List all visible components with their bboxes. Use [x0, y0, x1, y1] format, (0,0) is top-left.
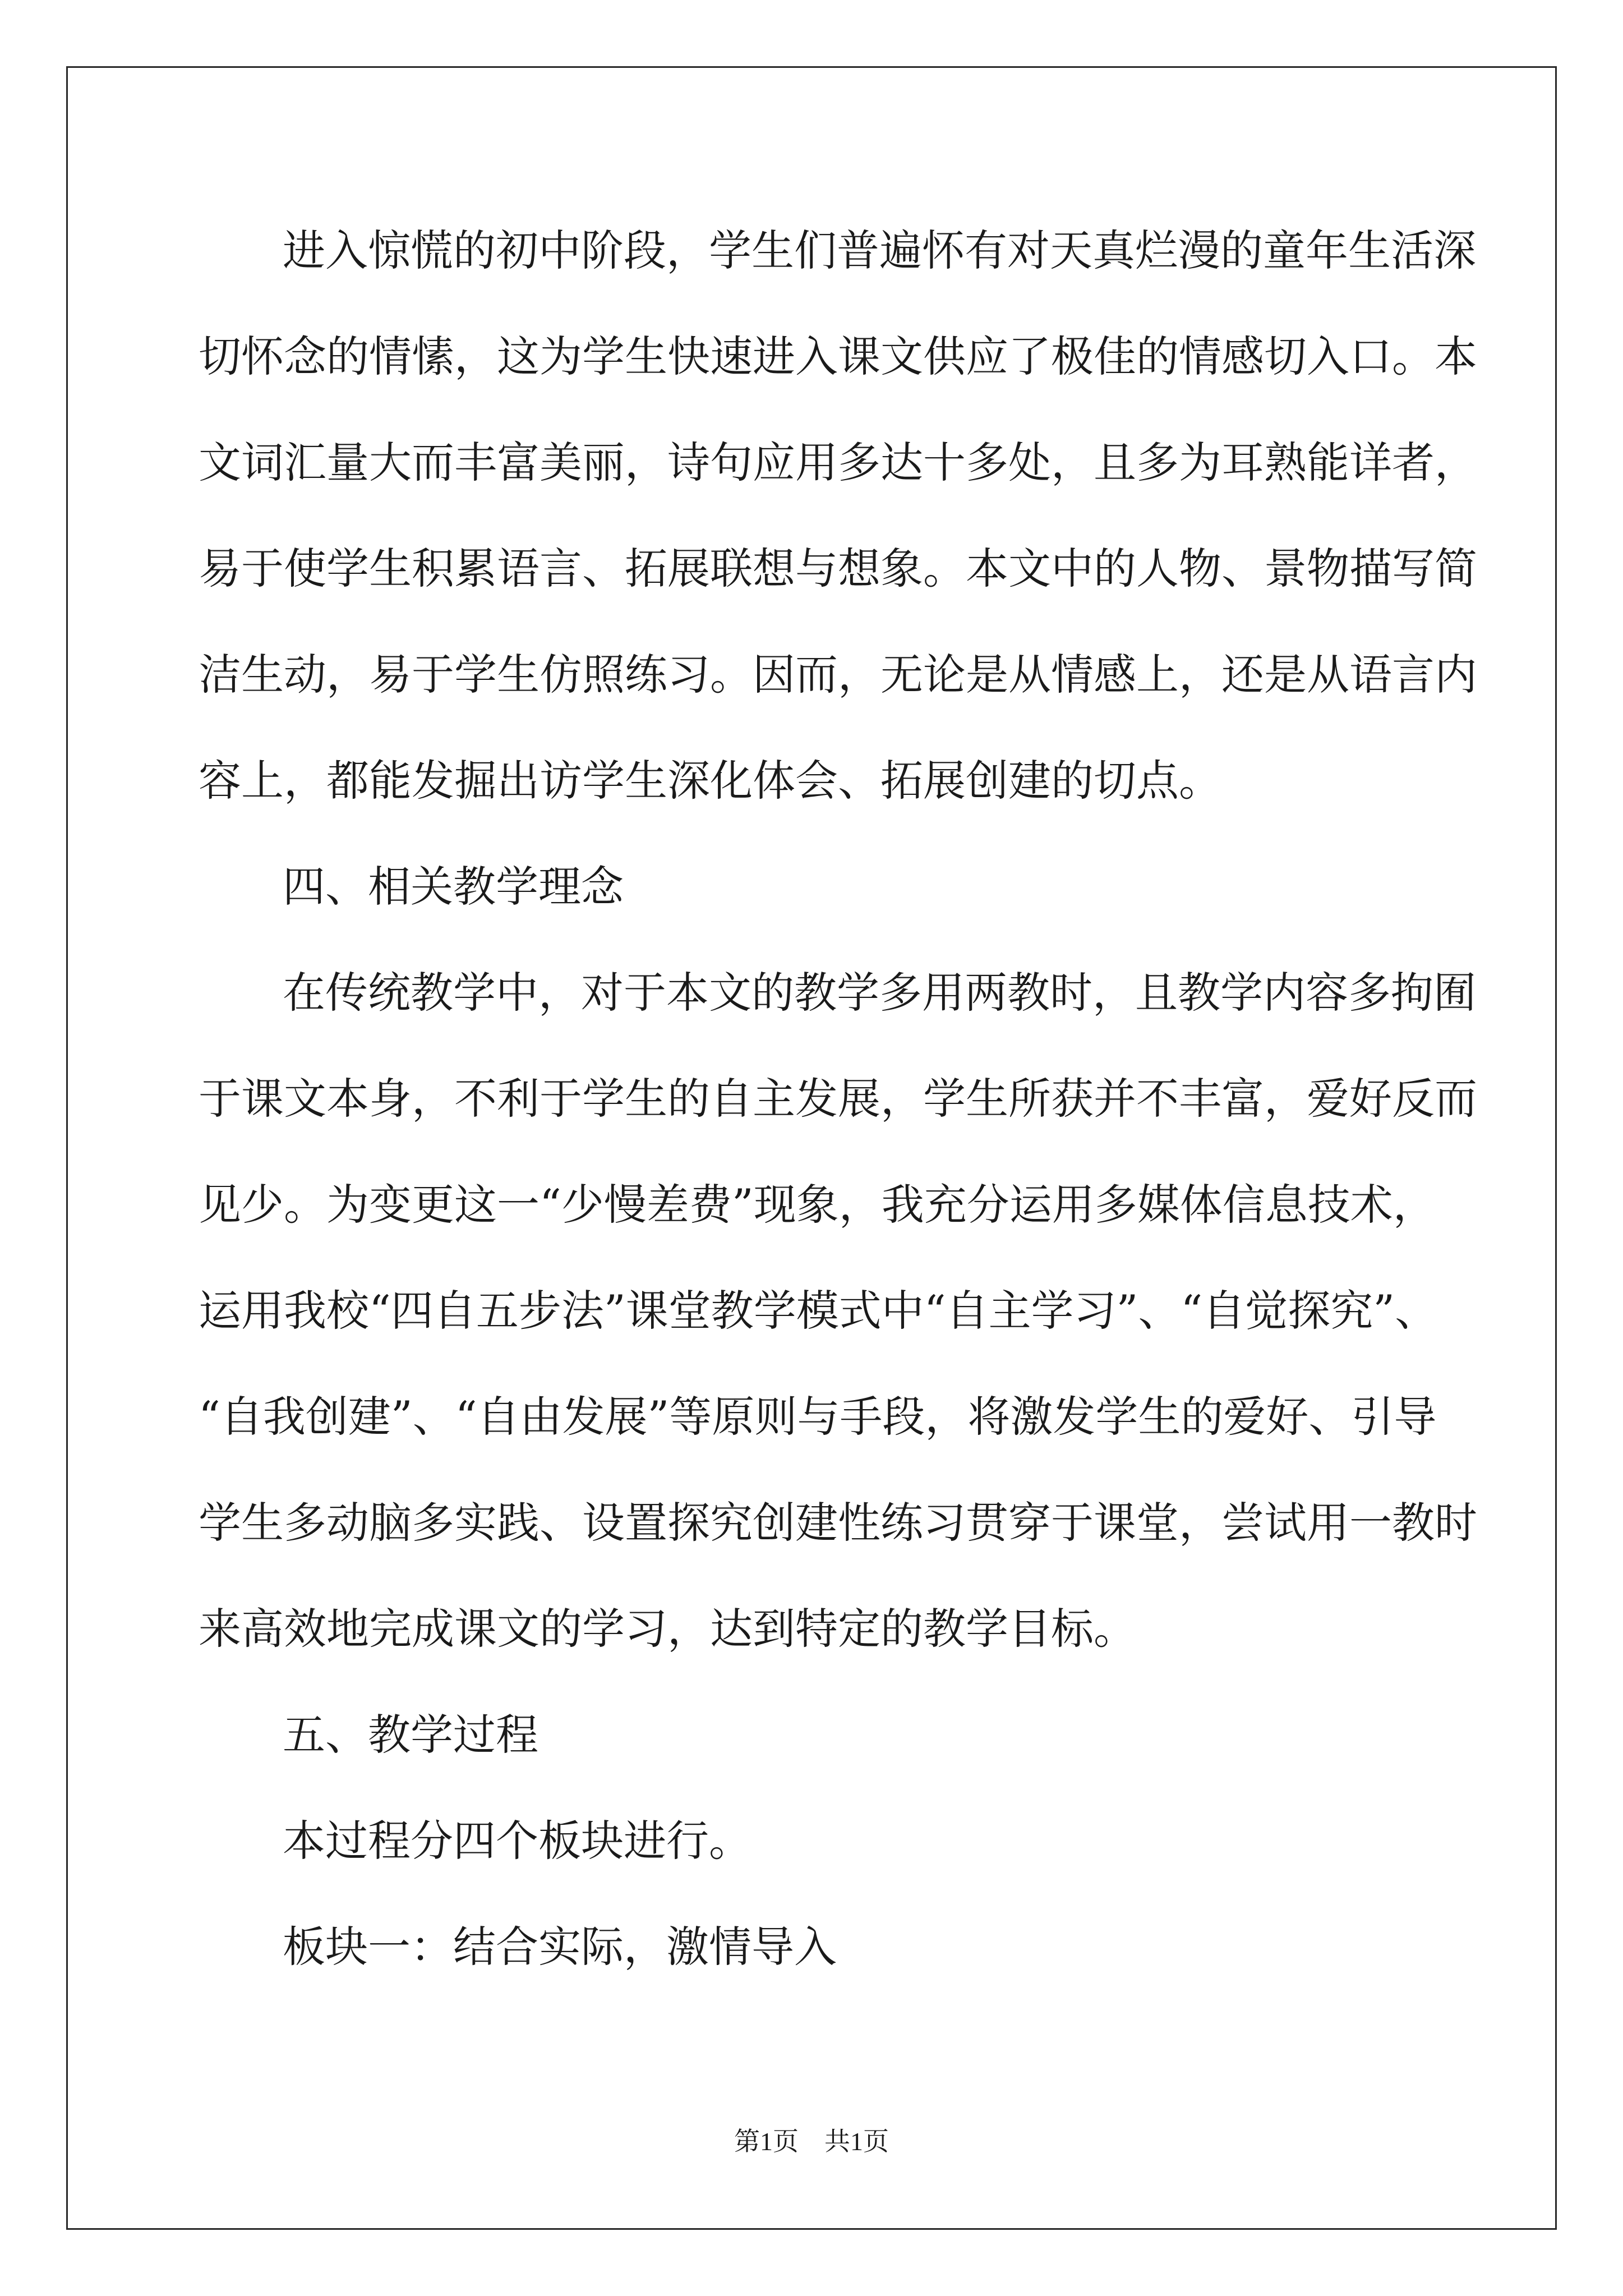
section-heading: 四、相关教学理念 — [283, 862, 624, 912]
paragraph-line: 容上，都能发掘出访学生深化体会、拓展创建的切点。 — [199, 756, 1221, 806]
paragraph-line: 切怀念的情愫，这为学生快速进入课文供应了极佳的情感切入口。本 — [199, 332, 1477, 381]
paragraph-line: 易于使学生积累语言、拓展联想与想象。本文中的人物、景物描写简 — [199, 544, 1477, 593]
paragraph-line: 本过程分四个板块进行。 — [283, 1816, 751, 1866]
paragraph-line: 进入惊慌的初中阶段，学生们普遍怀有对天真烂漫的童年生活深 — [283, 226, 1476, 275]
paragraph-line: 文词汇量大而丰富美丽，诗句应用多达十多处，且多为耳熟能详者， — [199, 438, 1477, 487]
paragraph-line: 见少。为变更这一“少慢差费”现象，我充分运用多媒体信息技术， — [199, 1180, 1436, 1230]
paragraph-line: “自我创建”、“自由发展”等原则与手段，将激发学生的爱好、引导 — [199, 1392, 1437, 1442]
paragraph-line: 运用我校“四自五步法”课堂教学模式中“自主学习”、“自觉探究”、 — [199, 1286, 1438, 1336]
page-footer: 第1页 共1页 — [734, 2127, 889, 2156]
paragraph-line: 洁生动，易于学生仿照练习。因而，无论是从情感上，还是从语言内 — [199, 650, 1477, 700]
subsection-heading: 板块一：结合实际，激情导入 — [283, 1922, 837, 1972]
paragraph-line: 来高效地完成课文的学习，达到特定的教学目标。 — [199, 1604, 1136, 1654]
paragraph-line: 学生多动脑多实践、设置探究创建性练习贯穿于课堂，尝试用一教时 — [199, 1498, 1477, 1548]
document-body — [199, 214, 1477, 2017]
section-heading: 五、教学过程 — [283, 1710, 538, 1760]
paragraph-line: 于课文本身，不利于学生的自主发展，学生所获并不丰富，爱好反而 — [199, 1074, 1477, 1124]
paragraph-line: 在传统教学中，对于本文的教学多用两教时，且教学内容多拘囿 — [283, 968, 1476, 1018]
